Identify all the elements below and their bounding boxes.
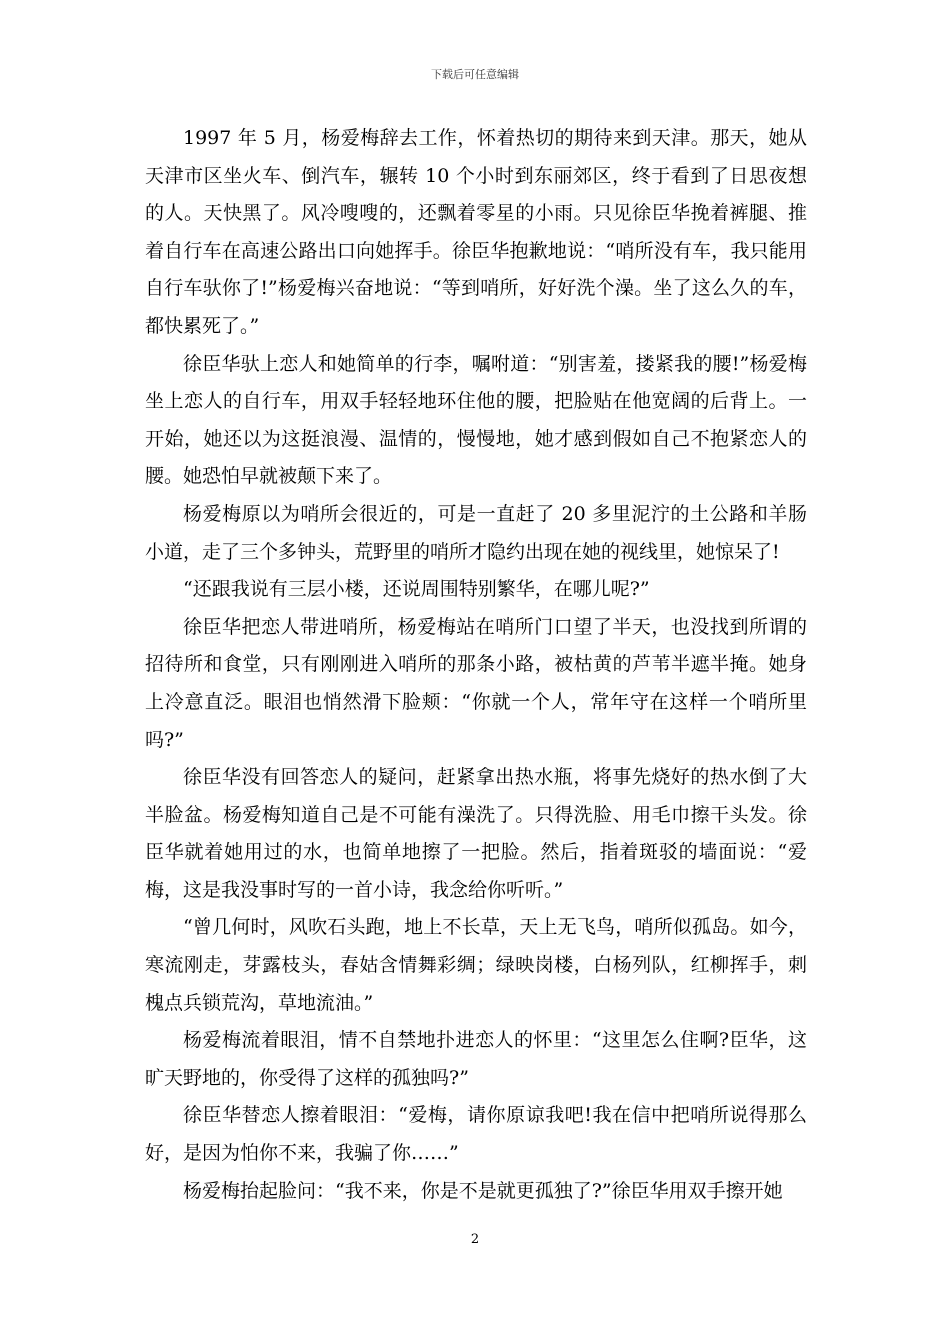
- paragraph: 1997 年 5 月，杨爱梅辞去工作，怀着热切的期待来到天津。那天，她从天津市区坐火车、倒汽车，辗转 10 个小时到东丽郊区，终于看到了日思夜想的人。天快黑了。风冷嗖嗖的，还飘着零星的小雨。只见徐臣华挽着裤腿、推着自行车在高速公路出口向她挥手。徐臣华抱歉地说：“哨所没有车，我只能用自行车驮你了!”杨爱梅兴奋地说：“等到哨所，好好洗个澡。坐了这么久的车，都快累死了。”: [145, 127, 807, 337]
- paragraph: “还跟我说有三层小楼，还说周围特别繁华，在哪儿呢?”: [183, 578, 650, 601]
- paragraph: 杨爱梅抬起脸问：“我不来，你是不是就更孤独了?”徐臣华用双手擦开她: [183, 1179, 783, 1202]
- paragraph: 杨爱梅原以为哨所会很近的，可是一直赶了 20 多里泥泞的土公路和羊肠小道，走了三个多钟头，荒野里的哨所才隐约出现在她的视线里，她惊呆了!: [145, 502, 807, 563]
- paragraph: 徐臣华驮上恋人和她简单的行李，嘱咐道：“别害羞，搂紧我的腰!”杨爱梅坐上恋人的自行车，用双手轻轻地环住他的腰，把脸贴在他宽阔的后背上。一开始，她还以为这挺浪漫、温情的，慢慢地，她才感到假如自己不抱紧恋人的腰。她恐怕早就被颠下来了。: [145, 352, 807, 488]
- page-header: 下载后可任意编辑: [431, 68, 519, 81]
- page-number: 2: [470, 1232, 480, 1247]
- paragraph: “曾几何时，风吹石头跑，地上不长草，天上无飞鸟，哨所似孤岛。如今，寒流刚走，芽露枝头，春姑含情舞彩绸；绿映岗楼，白杨列队，红柳挥手，刺槐点兵锁荒沟，草地流油。”: [145, 916, 807, 1014]
- paragraph: 徐臣华没有回答恋人的疑问，赶紧拿出热水瓶，将事先烧好的热水倒了大半脸盆。杨爱梅知道自己是不可能有澡洗了。只得洗脸、用毛巾擦干头发。徐臣华就着她用过的水，也简单地擦了一把脸。然后，指着斑驳的墙面说：“爱梅，这是我没事时写的一首小诗，我念给你听听。”: [145, 766, 807, 901]
- body-text: [145, 120, 807, 1210]
- paragraph: 徐臣华替恋人擦着眼泪：“爱梅，请你原谅我吧!我在信中把哨所说得那么好，是因为怕你不来，我骗了你……”: [145, 1104, 807, 1165]
- paragraph: 徐臣华把恋人带进哨所，杨爱梅站在哨所门口望了半天，也没找到所谓的招待所和食堂，只有刚刚进入哨所的那条小路，被枯黄的芦苇半遮半掩。她身上冷意直泛。眼泪也悄然滑下脸颊：“你就一个人，常年守在这样一个哨所里吗?”: [145, 615, 807, 751]
- paragraph: 杨爱梅流着眼泪，情不自禁地扑进恋人的怀里：“这里怎么住啊?臣华，这旷天野地的，你受得了这样的孤独吗?”: [145, 1029, 807, 1089]
